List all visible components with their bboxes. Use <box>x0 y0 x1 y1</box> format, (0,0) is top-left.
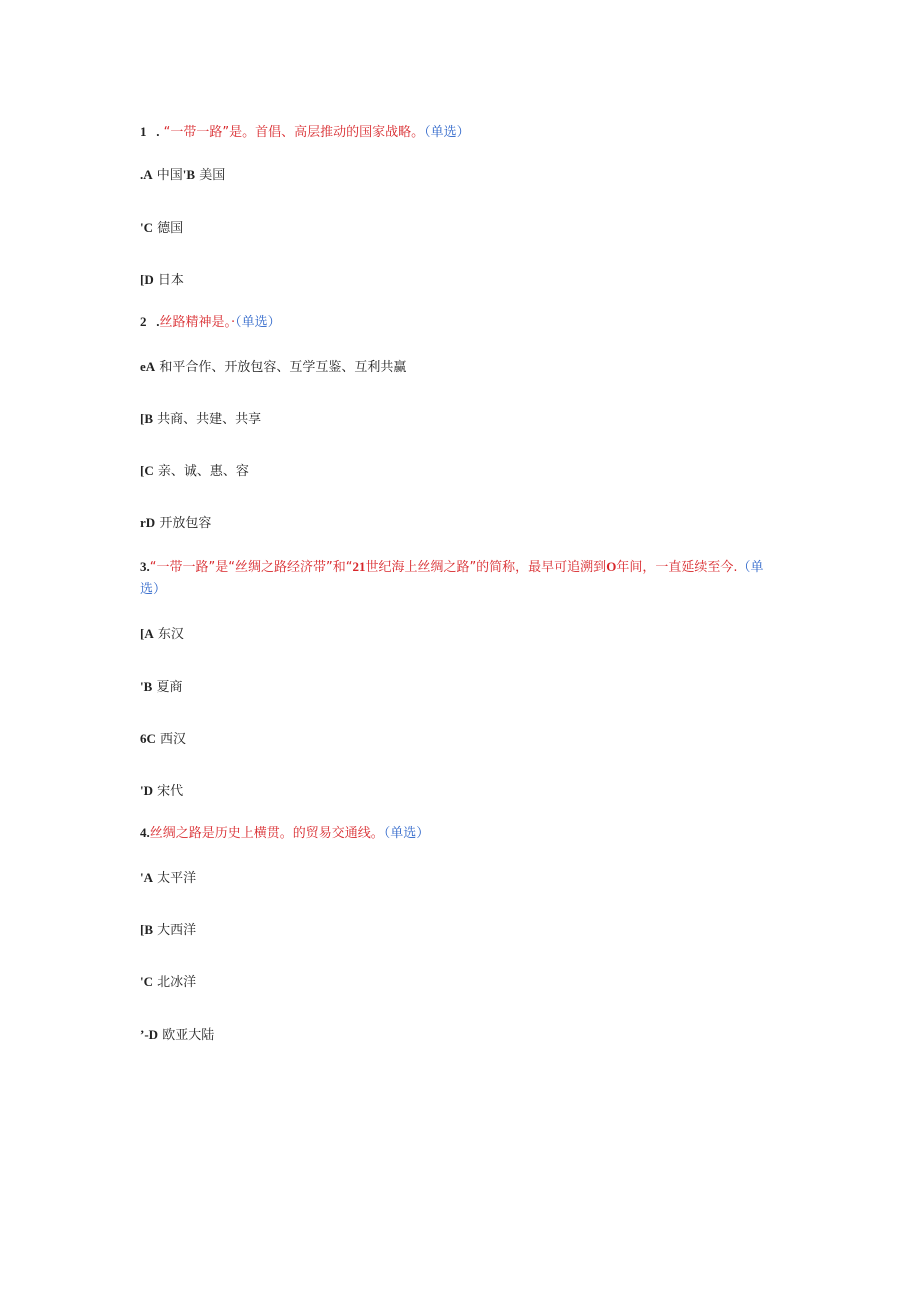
option-a[interactable] <box>140 168 183 183</box>
option-c[interactable] <box>140 218 183 239</box>
option-prefix: eA <box>140 359 156 374</box>
question-text: 丝绸之路是历史上横贯。的贸易交通线。 <box>149 826 384 841</box>
question-2-title <box>140 312 281 333</box>
question-number: 2 . <box>140 314 160 329</box>
question-text: 世纪海上丝绸之路”的简称，最早可追溯到 <box>365 560 607 575</box>
question-text: 年间，一直延续至今. <box>616 560 738 575</box>
question-text: “一带一路”是“丝绸之路经济带”和“ <box>149 560 353 575</box>
option-prefix: [D <box>140 272 154 287</box>
option-prefix: 'C <box>140 220 153 235</box>
option-text: 中国 <box>156 168 183 183</box>
option-c[interactable] <box>140 729 186 750</box>
question-number: 4. <box>140 825 150 840</box>
option-prefix: rD <box>140 515 156 530</box>
option-prefix: 'B <box>182 167 196 182</box>
option-prefix: .A <box>140 167 153 182</box>
question-text: O <box>606 559 617 574</box>
question-type-label: （单选） <box>383 826 430 841</box>
question-text: 丝路精神是。· <box>159 315 236 330</box>
option-prefix: [C <box>140 463 154 478</box>
option-d[interactable] <box>140 1025 214 1046</box>
option-text: 日本 <box>157 273 184 288</box>
option-prefix: [B <box>140 922 153 937</box>
option-d[interactable] <box>140 513 211 534</box>
option-text: 太平洋 <box>157 871 197 886</box>
option-b[interactable] <box>140 409 261 430</box>
option-prefix: 'A <box>140 870 153 885</box>
option-d[interactable] <box>140 781 183 802</box>
question-number: 3. <box>140 559 150 574</box>
option-text: 亲、诚、惠、容 <box>157 464 249 479</box>
option-prefix: 'D <box>140 783 153 798</box>
option-a[interactable] <box>140 868 196 889</box>
option-text: 和平合作、开放包容、互学互鉴、互利共赢 <box>159 360 407 375</box>
question-text: “一带一路”是。首倡、高层推动的国家战略。 <box>163 125 425 140</box>
option-c[interactable] <box>140 461 249 482</box>
question-4-title <box>140 823 429 844</box>
question-type-label: （单选） <box>235 315 281 330</box>
option-text: 宋代 <box>157 784 184 799</box>
option-b[interactable] <box>140 920 196 941</box>
question-3-title <box>140 556 780 601</box>
question-1-options-ab <box>140 165 225 186</box>
option-prefix: ’-D <box>140 1027 159 1042</box>
option-prefix: 'C <box>140 974 153 989</box>
question-type-label: （单选） <box>424 125 470 140</box>
option-d[interactable] <box>140 270 184 291</box>
option-a[interactable] <box>140 357 406 378</box>
option-c[interactable] <box>140 972 196 993</box>
option-a[interactable] <box>140 624 184 645</box>
option-text: 美国 <box>199 168 226 183</box>
question-1-title <box>140 122 470 143</box>
option-text: 西汉 <box>160 732 187 747</box>
option-text: 大西洋 <box>157 923 197 938</box>
option-text: 欧亚大陆 <box>162 1028 215 1043</box>
question-number: 1 . <box>140 124 160 139</box>
option-prefix: [B <box>140 411 153 426</box>
option-prefix: 6C <box>140 731 156 746</box>
option-text: 开放包容 <box>159 516 212 531</box>
option-text: 共商、共建、共享 <box>157 412 262 427</box>
option-text: 东汉 <box>157 627 184 642</box>
option-prefix: [A <box>140 626 154 641</box>
option-b[interactable] <box>183 168 225 183</box>
option-text: 北冰洋 <box>157 975 197 990</box>
option-b[interactable] <box>140 677 182 698</box>
option-text: 德国 <box>157 221 184 236</box>
question-text: 21 <box>352 559 366 574</box>
option-text: 夏商 <box>156 680 183 695</box>
question-type-label: （单选） <box>140 560 764 597</box>
option-prefix: 'B <box>140 679 153 694</box>
